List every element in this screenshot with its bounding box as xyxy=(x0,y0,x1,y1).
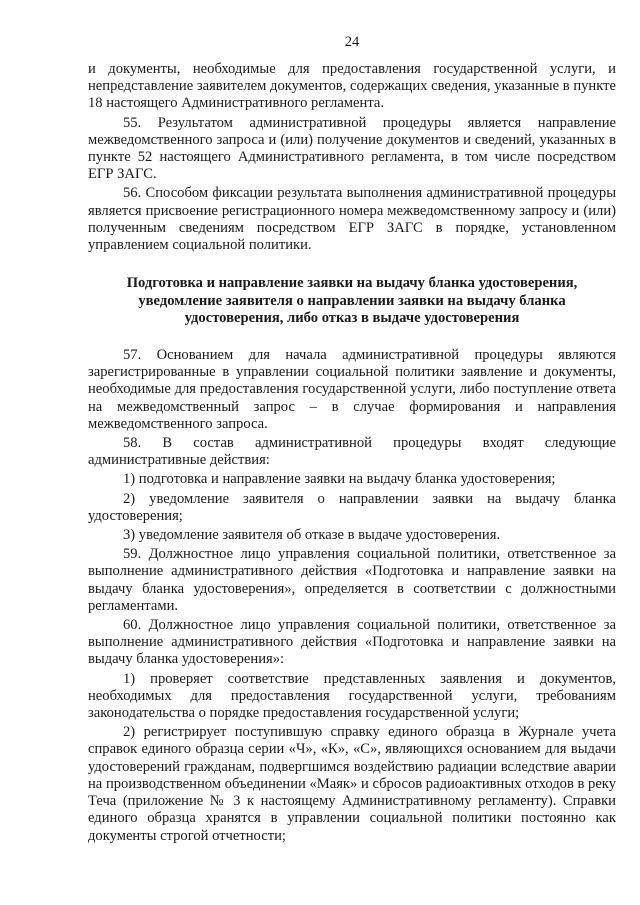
heading-line-2: уведомление заявителя о направлении заявки на выдачу бланка xyxy=(138,292,566,309)
paragraph-58-item-3: 3) уведомление заявителя об отказе в выдаче удостоверения. xyxy=(123,527,501,544)
paragraph-57: 57. Основанием для начала административной процедуры являются зарегистрированные в управлении социальной политики заявление и документы, необходимые для предоставления государственной услуги, либо поступление ответа на межведомственный запрос – в случае формирования и направления межведомственного запроса. xyxy=(88,347,616,432)
paragraph-60: 60. Должностное лицо управления социальной политики, ответственное за выполнение административного действия «Подготовка и направление заявки на выдачу бланка удостоверения»: xyxy=(88,617,616,668)
paragraph-58: 58. В состав административной процедуры входят следующие административные действия: xyxy=(88,435,616,469)
paragraph-58-item-2: 2) уведомление заявителя о направлении заявки на выдачу бланка удостоверения; xyxy=(88,490,616,524)
heading-line-3: удостоверения, либо отказ в выдаче удостоверения xyxy=(184,310,520,327)
paragraph-60-item-1: 1) проверяет соответствие представленных заявления и документов, необходимых для предоставления государственной услуги, требованиям законодательства о порядке предоставления государственной услуги; xyxy=(88,670,616,722)
document-page xyxy=(88,34,616,847)
paragraph-58-item-1: 1) подготовка и направление заявки на выдачу бланка удостоверения; xyxy=(123,471,556,488)
section-heading xyxy=(94,275,610,328)
paragraph-56: 56. Способом фиксации результата выполнения административной процедуры является присвоение регистрационного номера межведомственному запросу и (или) полученным сведениям посредством ЕГР ЗАГС в порядке, установленном управлением социальной политики. xyxy=(88,185,616,254)
heading-line-1: Подготовка и направление заявки на выдачу бланка удостоверения, xyxy=(126,275,578,292)
paragraph-continuation: и документы, необходимые для предоставления государственной услуги, и непредставление заявителем документов, содержащих сведения, указанные в пункте 18 настоящего Административного регламента. xyxy=(88,61,616,112)
page-number: 24 xyxy=(344,34,360,50)
paragraph-55: 55. Результатом административной процедуры является направление межведомственного запроса и (или) получение документов и сведений, указанных в пункте 52 настоящего Административного регламента, в том числе посредством ЕГР ЗАГС. xyxy=(88,114,616,183)
paragraph-59: 59. Должностное лицо управления социальной политики, ответственное за выполнение административного действия «Подготовка и направление заявки на выдачу бланка удостоверения», определяется в соответствии с должностными регламентами. xyxy=(88,546,616,614)
paragraph-60-item-2: 2) регистрирует поступившую справку единого образца в Журнале учета справок единого образца серии «Ч», «К», «С», являющихся основанием для выдачи удостоверений гражданам, подвергшимся воздействию радиации вследствие аварии на производственном объединении «Маяк» и сбросов радиоактивных отходов в реку Теча (приложение № 3 к настоящему Административному регламенту). Справки единого образца хранятся в управлении социальной политики постоянно как документы строгой отчетности; xyxy=(88,724,616,844)
